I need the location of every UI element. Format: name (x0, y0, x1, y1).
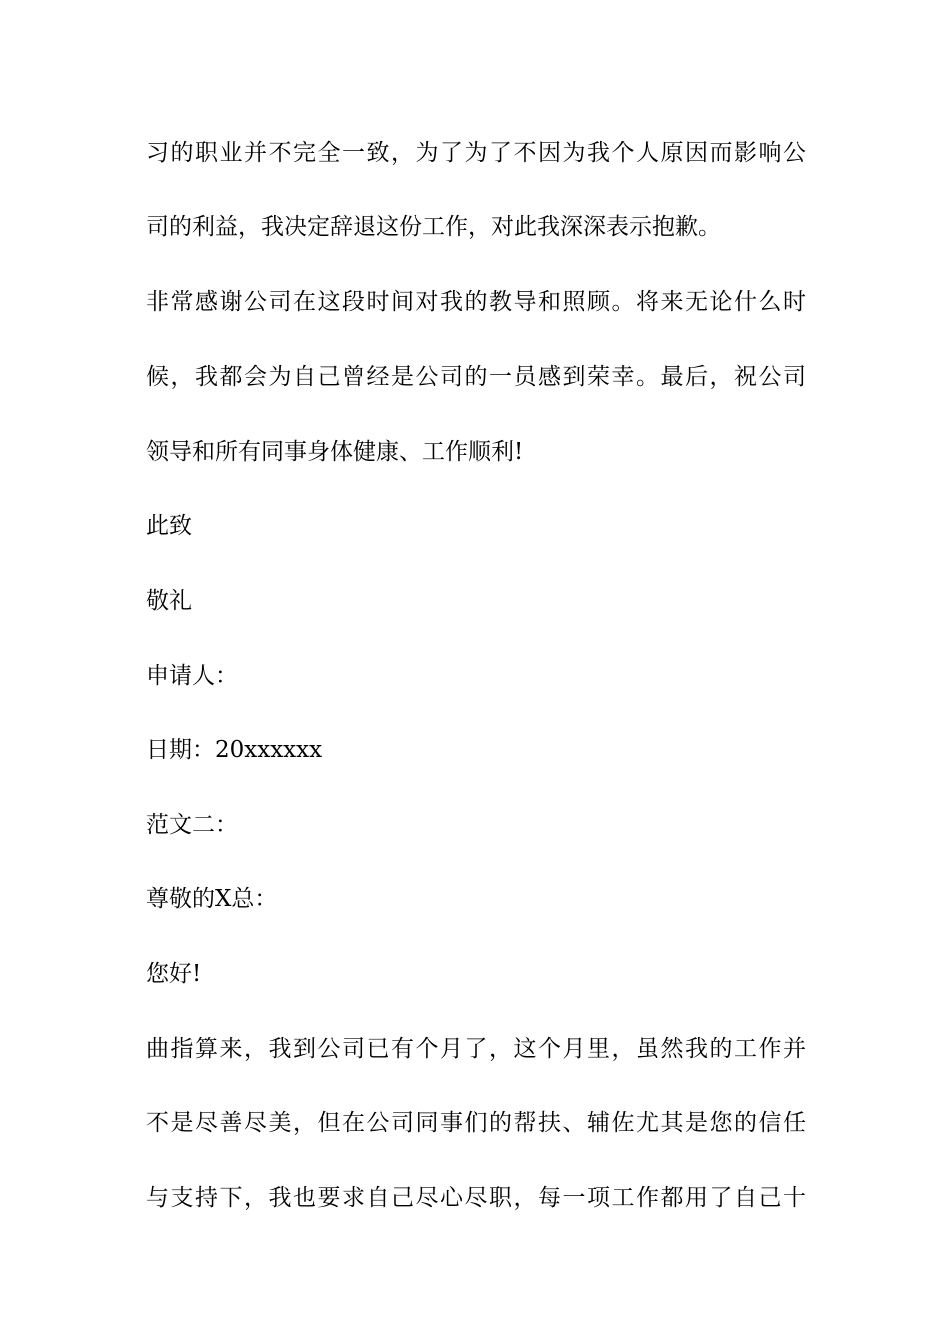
closing-salutation: 此致 (146, 513, 192, 539)
text-line: 司的利益，我决定辞退这份工作，对此我深深表示抱歉。 (146, 214, 721, 240)
text-line: 候，我都会为自己曾经是公司的一员感到荣幸。最后，祝公司 (146, 364, 806, 390)
section-heading: 范文二： (146, 812, 238, 838)
closing-regards: 敬礼 (146, 588, 192, 614)
applicant-label: 申请人： (146, 663, 238, 689)
text-line: 非常感谢公司在这段时间对我的教导和照顾。将来无论什么时 (146, 289, 806, 315)
text-line: 曲指算来，我到公司已有个月了，这个月里，虽然我的工作并 (146, 1036, 806, 1062)
text-line: 习的职业并不完全一致，为了为了不因为我个人原因而影响公 (146, 140, 806, 166)
text-line: 领导和所有同事身体健康、工作顺利! (146, 439, 524, 465)
text-line: 与支持下，我也要求自己尽心尽职，每一项工作都用了自己十 (146, 1185, 806, 1211)
date-line: 日期：20xxxxxx (146, 737, 323, 763)
recipient-greeting: 尊敬的X总： (146, 886, 278, 912)
greeting: 您好! (146, 961, 202, 987)
text-line: 不是尽善尽美，但在公司同事们的帮扶、辅佐尤其是您的信任 (146, 1110, 806, 1136)
